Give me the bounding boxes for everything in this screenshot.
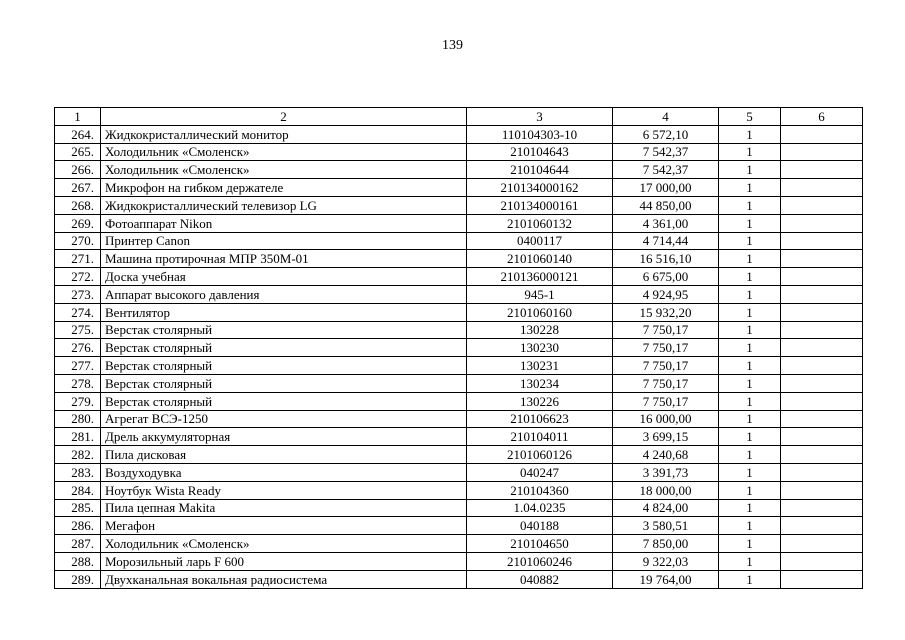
row-number: 269. [55,214,101,232]
inventory-code: 210104011 [467,428,613,446]
item-name: Морозильный ларь F 600 [101,552,467,570]
item-quantity: 1 [719,285,781,303]
item-quantity: 1 [719,499,781,517]
row-number: 275. [55,321,101,339]
inventory-code: 130230 [467,339,613,357]
header-cell-3: 3 [467,108,613,126]
item-quantity: 1 [719,321,781,339]
item-name: Доска учебная [101,268,467,286]
item-note [781,161,863,179]
item-note [781,250,863,268]
inventory-code: 210134000162 [467,179,613,197]
table-row [55,268,863,286]
item-quantity: 1 [719,428,781,446]
item-name: Холодильник «Смоленск» [101,143,467,161]
item-quantity: 1 [719,481,781,499]
inventory-code: 2101060126 [467,446,613,464]
table-row [55,392,863,410]
row-number: 287. [55,535,101,553]
header-cell-5: 5 [719,108,781,126]
row-number: 285. [55,499,101,517]
inventory-code: 130231 [467,357,613,375]
inventory-code: 040882 [467,570,613,588]
item-price: 3 580,51 [613,517,719,535]
item-name: Агрегат ВСЭ-1250 [101,410,467,428]
row-number: 289. [55,570,101,588]
item-price: 18 000,00 [613,481,719,499]
item-note [781,517,863,535]
item-quantity: 1 [719,196,781,214]
row-number: 270. [55,232,101,250]
item-price: 16 516,10 [613,250,719,268]
item-quantity: 1 [719,357,781,375]
item-note [781,446,863,464]
item-name: Верстак столярный [101,374,467,392]
item-price: 4 924,95 [613,285,719,303]
item-name: Жидкокристаллический монитор [101,125,467,143]
inventory-code: 2101060160 [467,303,613,321]
table-row [55,535,863,553]
inventory-code: 040247 [467,463,613,481]
item-price: 4 240,68 [613,446,719,464]
item-price: 7 542,37 [613,143,719,161]
inventory-code: 130228 [467,321,613,339]
row-number: 266. [55,161,101,179]
item-quantity: 1 [719,552,781,570]
table-row [55,463,863,481]
inventory-code: 210104360 [467,481,613,499]
table-row [55,357,863,375]
table-row [55,499,863,517]
item-price: 3 699,15 [613,428,719,446]
table-row [55,552,863,570]
item-note [781,303,863,321]
item-name: Микрофон на гибком держателе [101,179,467,197]
inventory-code: 2101060246 [467,552,613,570]
row-number: 272. [55,268,101,286]
item-name: Ноутбук Wista Ready [101,481,467,499]
table-row [55,321,863,339]
item-note [781,179,863,197]
item-price: 7 750,17 [613,374,719,392]
item-name: Вентилятор [101,303,467,321]
inventory-code: 210104644 [467,161,613,179]
row-number: 268. [55,196,101,214]
item-quantity: 1 [719,446,781,464]
item-price: 3 391,73 [613,463,719,481]
item-quantity: 1 [719,374,781,392]
item-quantity: 1 [719,535,781,553]
table-row [55,303,863,321]
row-number: 286. [55,517,101,535]
item-quantity: 1 [719,463,781,481]
item-note [781,428,863,446]
item-name: Мегафон [101,517,467,535]
item-note [781,214,863,232]
row-number: 278. [55,374,101,392]
row-number: 274. [55,303,101,321]
row-number: 267. [55,179,101,197]
inventory-code: 945-1 [467,285,613,303]
inventory-code: 1.04.0235 [467,499,613,517]
item-note [781,232,863,250]
table-row [55,446,863,464]
item-note [781,339,863,357]
row-number: 277. [55,357,101,375]
item-name: Принтер Canon [101,232,467,250]
item-name: Верстак столярный [101,321,467,339]
item-name: Фотоаппарат Nikon [101,214,467,232]
header-cell-1: 1 [55,108,101,126]
inventory-code: 210104643 [467,143,613,161]
item-price: 16 000,00 [613,410,719,428]
item-quantity: 1 [719,232,781,250]
inventory-code: 210136000121 [467,268,613,286]
item-quantity: 1 [719,392,781,410]
item-name: Машина протирочная МПР 350М-01 [101,250,467,268]
inventory-code: 130226 [467,392,613,410]
item-note [781,535,863,553]
item-quantity: 1 [719,570,781,588]
item-price: 4 714,44 [613,232,719,250]
item-price: 6 572,10 [613,125,719,143]
header-cell-6: 6 [781,108,863,126]
table-row [55,179,863,197]
item-quantity: 1 [719,214,781,232]
item-name: Аппарат высокого давления [101,285,467,303]
item-price: 7 850,00 [613,535,719,553]
item-note [781,410,863,428]
inventory-code: 2101060132 [467,214,613,232]
item-name: Пила дисковая [101,446,467,464]
item-quantity: 1 [719,410,781,428]
table-body [55,125,863,588]
row-number: 283. [55,463,101,481]
item-price: 15 932,20 [613,303,719,321]
table-row [55,570,863,588]
item-note [781,552,863,570]
item-note [781,499,863,517]
item-quantity: 1 [719,250,781,268]
item-price: 17 000,00 [613,179,719,197]
table-row [55,125,863,143]
item-price: 7 542,37 [613,161,719,179]
table-row [55,517,863,535]
header-cell-4: 4 [613,108,719,126]
row-number: 273. [55,285,101,303]
item-quantity: 1 [719,179,781,197]
item-price: 7 750,17 [613,392,719,410]
item-price: 19 764,00 [613,570,719,588]
item-price: 4 361,00 [613,214,719,232]
item-name: Пила цепная Makita [101,499,467,517]
row-number: 288. [55,552,101,570]
inventory-code: 2101060140 [467,250,613,268]
item-quantity: 1 [719,161,781,179]
page-number: 139 [442,38,463,53]
table-row [55,374,863,392]
row-number: 284. [55,481,101,499]
inventory-code: 040188 [467,517,613,535]
row-number: 282. [55,446,101,464]
header-row [55,108,863,126]
inventory-code: 210106623 [467,410,613,428]
item-price: 44 850,00 [613,196,719,214]
item-note [781,321,863,339]
inventory-code: 130234 [467,374,613,392]
item-note [781,481,863,499]
item-name: Жидкокристаллический телевизор LG [101,196,467,214]
item-name: Верстак столярный [101,357,467,375]
item-quantity: 1 [719,517,781,535]
item-price: 7 750,17 [613,321,719,339]
table-row [55,250,863,268]
item-note [781,357,863,375]
table-row [55,339,863,357]
inventory-code: 110104303-10 [467,125,613,143]
item-price: 6 675,00 [613,268,719,286]
row-number: 276. [55,339,101,357]
table-row [55,214,863,232]
inventory-code: 0400117 [467,232,613,250]
item-note [781,125,863,143]
item-name: Холодильник «Смоленск» [101,161,467,179]
header-cell-2: 2 [101,108,467,126]
item-note [781,392,863,410]
item-name: Верстак столярный [101,339,467,357]
item-note [781,285,863,303]
row-number: 265. [55,143,101,161]
row-number: 281. [55,428,101,446]
item-name: Дрель аккумуляторная [101,428,467,446]
item-note [781,570,863,588]
table-row [55,428,863,446]
item-quantity: 1 [719,339,781,357]
item-name: Двухканальная вокальная радиосистема [101,570,467,588]
item-name: Холодильник «Смоленск» [101,535,467,553]
item-price: 7 750,17 [613,357,719,375]
item-price: 4 824,00 [613,499,719,517]
row-number: 279. [55,392,101,410]
item-quantity: 1 [719,125,781,143]
table-row [55,232,863,250]
item-name: Воздуходувка [101,463,467,481]
row-number: 280. [55,410,101,428]
item-note [781,463,863,481]
inventory-code: 210134000161 [467,196,613,214]
table-row [55,481,863,499]
table-row [55,143,863,161]
item-note [781,268,863,286]
inventory-table [54,107,863,589]
item-quantity: 1 [719,268,781,286]
item-quantity: 1 [719,143,781,161]
table-row [55,285,863,303]
item-price: 9 322,03 [613,552,719,570]
table-row [55,410,863,428]
table-row [55,196,863,214]
table-row [55,161,863,179]
item-name: Верстак столярный [101,392,467,410]
item-note [781,143,863,161]
inventory-code: 210104650 [467,535,613,553]
row-number: 264. [55,125,101,143]
item-note [781,374,863,392]
item-price: 7 750,17 [613,339,719,357]
row-number: 271. [55,250,101,268]
item-note [781,196,863,214]
item-quantity: 1 [719,303,781,321]
